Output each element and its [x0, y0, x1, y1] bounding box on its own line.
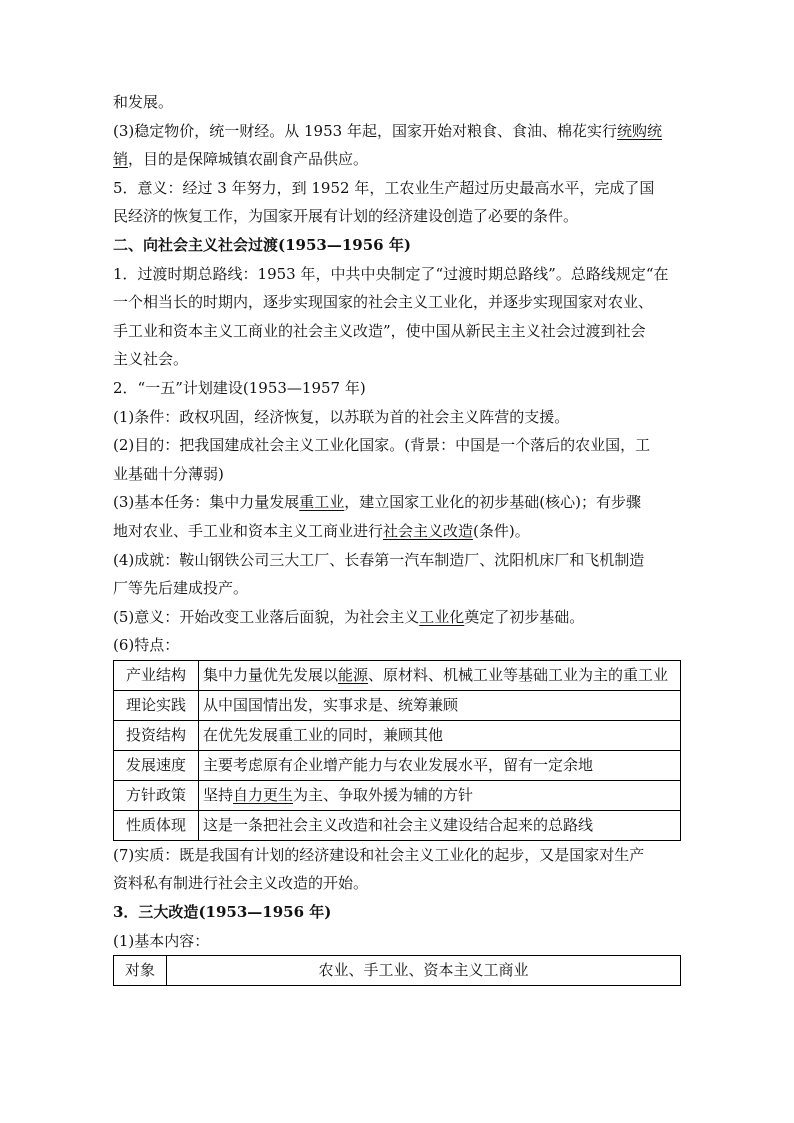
table-row [114, 720, 681, 750]
table-cell-value [199, 780, 681, 810]
text-line: 1．过渡时期总路线：1953 年，中共中央制定了“过渡时期总路线”。总路线规定“在 [113, 264, 669, 283]
table-row [114, 810, 681, 840]
subsection-heading: 3．三大改造(1953—1956 年) [113, 903, 332, 922]
text-line: (1)条件：政权巩固，经济恢复，以苏联为首的社会主义阵营的支援。 [113, 407, 570, 426]
text-span: (3)稳定物价，统一财经。从 1953 年起，国家开始对粮食、食油、棉花实行 [113, 121, 617, 140]
table-cell-key: 理论实践 [114, 690, 199, 720]
text-span: (条件)。 [473, 521, 530, 540]
underlined-term: 社会主义改造 [383, 521, 474, 540]
text-line: 资料私有制进行社会主义改造的开始。 [113, 874, 369, 893]
section-heading: 二、向社会主义社会过渡(1953—1956 年) [113, 235, 411, 254]
text-span: 坚持 [203, 785, 234, 804]
underlined-term: 重工业 [299, 493, 345, 512]
text-line [113, 517, 681, 546]
table-cell-key: 性质体现 [114, 810, 199, 840]
text-span: (5)意义：开始改变工业落后面貌，为社会主义 [113, 607, 420, 626]
document-page [113, 88, 681, 986]
text-span: 奠定了初步基础。 [464, 607, 585, 626]
text-span: 集中力量优先发展以 [203, 665, 339, 684]
text-span: 、原材料、机械工业等基础工业为主的重工业 [368, 665, 669, 684]
table-cell-value: 这是一条把社会主义改造和社会主义建设结合起来的总路线 [199, 810, 681, 840]
table-cell-value: 在优先发展重工业的同时，兼顾其他 [199, 720, 681, 750]
table-row [114, 660, 681, 690]
text-line: 一个相当长的时期内，逐步实现国家的社会主义工业化，并逐步实现国家对农业、 [113, 293, 654, 312]
text-line: 和发展。 [113, 93, 174, 111]
table-row [114, 750, 681, 780]
text-line: (7)实质：既是我国有计划的经济建设和社会主义工业化的起步，又是国家对生产 [113, 845, 645, 864]
table-cell-value: 主要考虑原有企业增产能力与农业发展水平，留有一定余地 [199, 750, 681, 780]
underlined-term: 工业化 [419, 607, 465, 626]
table-row [114, 780, 681, 810]
subsection-heading: 2．“一五”计划建设(1953—1957 年) [113, 378, 366, 397]
table-row [114, 690, 681, 720]
text-line: 手工业和资本主义工商业的社会主义改造”，使中国从新民主主义社会过渡到社会 [113, 321, 646, 340]
table-cell-value: 从中国国情出发，实事求是、统筹兼顾 [199, 690, 681, 720]
text-span: 地对农业、手工业和资本主义工商业进行 [113, 521, 384, 540]
text-line [113, 488, 681, 517]
text-line [113, 117, 681, 146]
underlined-term: 销 [113, 150, 129, 169]
underlined-term: 能源 [338, 665, 369, 684]
text-line: 业基础十分薄弱) [113, 464, 224, 483]
text-span: ，建立国家工业化的初步基础(核心)；有步骤 [344, 493, 641, 512]
text-line: (4)成就：鞍山钢铁公司三大工厂、长春第一汽车制造厂、沈阳机床厂和飞机制造 [113, 550, 645, 569]
text-line: (2)目的：把我国建成社会主义工业化国家。(背景：中国是一个落后的农业国，工 [113, 436, 651, 455]
underlined-term: 自力更生 [233, 785, 294, 804]
table-cell-key: 发展速度 [114, 750, 199, 780]
table-cell-value: 农业、手工业、资本主义工商业 [167, 956, 681, 986]
text-line: 5．意义：经过 3 年努力，到 1952 年，工农业生产超过历史最高水平，完成了国 [113, 178, 655, 197]
table-row [114, 956, 681, 986]
text-span: (3)基本任务：集中力量发展 [113, 493, 300, 512]
text-line: 厂等先后建成投产。 [113, 579, 249, 598]
text-span: 为主、争取外援为辅的方针 [293, 785, 474, 804]
table-cell-key: 产业结构 [114, 660, 199, 690]
table-cell-key: 投资结构 [114, 720, 199, 750]
text-line: 民经济的恢复工作，为国家开展有计划的经济建设创造了必要的条件。 [113, 207, 579, 226]
table-cell-key: 方针政策 [114, 780, 199, 810]
text-line: (1)基本内容： [113, 931, 210, 950]
features-table [113, 660, 681, 841]
underlined-term: 统购统 [616, 121, 662, 140]
content-table [113, 955, 681, 986]
text-line: (6)特点： [113, 636, 180, 655]
table-cell-value [199, 660, 681, 690]
text-span: ，目的是保障城镇农副食产品供应。 [128, 150, 369, 169]
text-line [113, 603, 681, 632]
text-line [113, 145, 681, 174]
table-cell-key: 对象 [114, 956, 167, 986]
text-line: 主义社会。 [113, 350, 189, 369]
